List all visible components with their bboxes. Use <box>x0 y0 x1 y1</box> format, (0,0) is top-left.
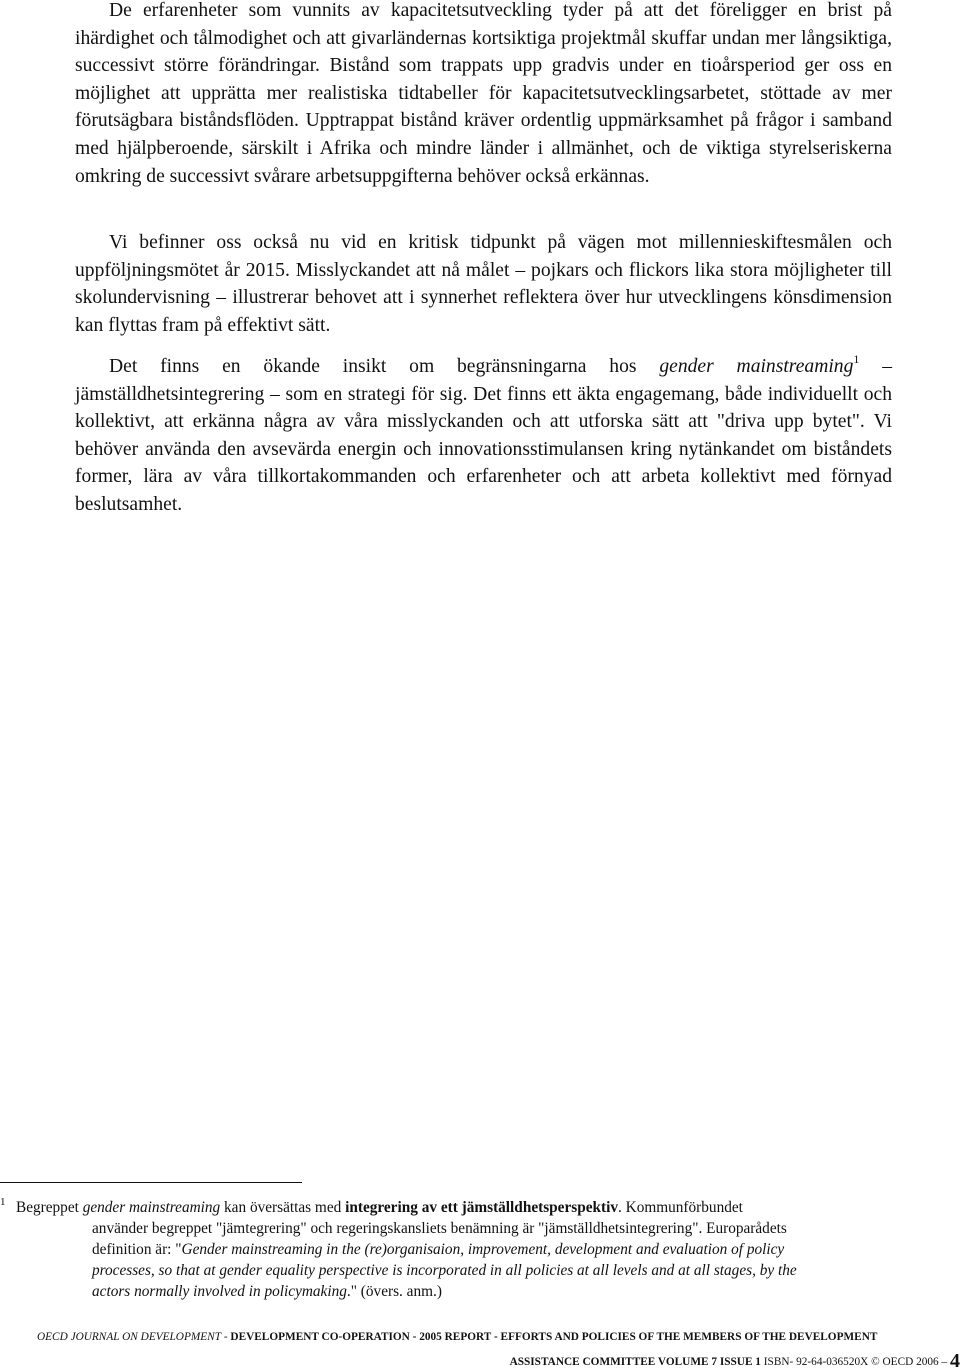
journal-name: OECD JOURNAL ON DEVELOPMENT <box>37 1331 221 1343</box>
footnote-text: definition är: " <box>92 1241 182 1258</box>
running-footer-line-2 <box>510 1352 960 1371</box>
footnote-line-2: använder begreppet "jämtegrering" och regeringskansliets benämning är "jämställdhetsintegrering". Europarådets <box>92 1220 787 1237</box>
committee-volume: ASSISTANCE COMMITTEE VOLUME 7 ISSUE 1 <box>509 1356 761 1368</box>
footnote-text: Begreppet <box>16 1199 83 1216</box>
isbn: ISBN- 92-64-036520X <box>760 1356 872 1368</box>
footnote-text: ." (övers. anm.) <box>346 1283 442 1300</box>
footnote-mark: 1 <box>0 1196 6 1208</box>
footnote-text: . Kommunförbundet <box>618 1199 743 1216</box>
body-paragraph-2 <box>75 229 892 339</box>
copyright: © OECD 2006 – <box>871 1356 948 1368</box>
footnote-italic-term: gender mainstreaming <box>82 1199 221 1216</box>
running-footer-line-1 <box>37 1329 877 1345</box>
paragraph-text-part: Det finns en ökande insikt om begränsningarna hos <box>109 356 660 377</box>
report-title: DEVELOPMENT CO-OPERATION - 2005 REPORT - EFFORTS AND POLICIES OF THE MEMBERS OF THE DEVELOPMENT <box>230 1331 878 1343</box>
footnote-line-3 <box>0 1239 940 1260</box>
footnote-line-5 <box>0 1281 940 1302</box>
body-paragraph-1 <box>75 0 892 190</box>
footnote-quote: Gender mainstreaming in the (re)organisaion, improvement, development and evaluation of policy <box>181 1241 785 1258</box>
page-number: 4 <box>950 1350 960 1372</box>
footnote-quote: actors normally involved in policymaking <box>92 1283 347 1300</box>
footnote-text: kan översättas med <box>220 1199 346 1216</box>
paragraph-text: Vi befinner oss också nu vid en kritisk tidpunkt på vägen mot millennieskiftesmålen och uppföljningsmötet år 2015. Misslyckandet att nå målet – pojkars och flickors lika stora möjligheter till skolundervisning – illustrerar behovet att i synnerhet reflektera över hur utvecklingens könsdimension kan flyttas fram på effektivt sätt. <box>75 232 892 336</box>
footnote-reference: 1 <box>853 352 860 366</box>
footnote-line-1 <box>0 1192 940 1218</box>
footnote-line-4: processes, so that at gender equality perspective is incorporated in all policies at all levels and at all stages, by the <box>92 1262 797 1279</box>
paragraph-text <box>75 353 892 519</box>
italic-term: gender mainstreaming <box>659 356 854 377</box>
footnote-bold-term: integrering av ett jämställdhetsperspektiv <box>345 1199 618 1216</box>
footnote <box>0 1192 940 1302</box>
paragraph-text: De erfarenheter som vunnits av kapacitetsutveckling tyder på att det föreligger en brist på ihärdighet och tålmodighet och att givarländernas kortsiktiga projektmål skuffar undan mer långsiktiga, successivt större förändringar. Bistånd som trappats upp gradvis under en tioårsperiod ger oss en möjlighet att upprätta mer realistiska tidtabeller för kapacitetsutvecklingsarbetet, stöttade av mer förutsägbara biståndsflöden. Upptrappat bistånd kräver ordentlig uppmärksamhet på frågor i samband med hjälpberoende, särskilt i Afrika och mindre länder i allmänhet, och de viktiga styrelseriskerna omkring de successivt svårare arbetsuppgifterna behöver också erkännas. <box>75 0 892 187</box>
footnote-separator <box>0 1182 302 1183</box>
body-paragraph-3 <box>75 353 892 519</box>
paragraph-text-part: – jämställdhetsintegrering – som en strategi för sig. Det finns ett äkta engagemang, både individuellt och kollektivt, att erkänna några av våra misslyckanden och att utforska sätt att "driva upp bytet". Vi behöver använda den avsevärda energin och innovationsstimulansen kring nytänkandet om biståndets former, lära av våra tillkortakommanden och erfarenheter och att arbeta kollektivt med förnyad beslutsamhet. <box>75 356 892 515</box>
footer-separator: - <box>221 1331 231 1343</box>
